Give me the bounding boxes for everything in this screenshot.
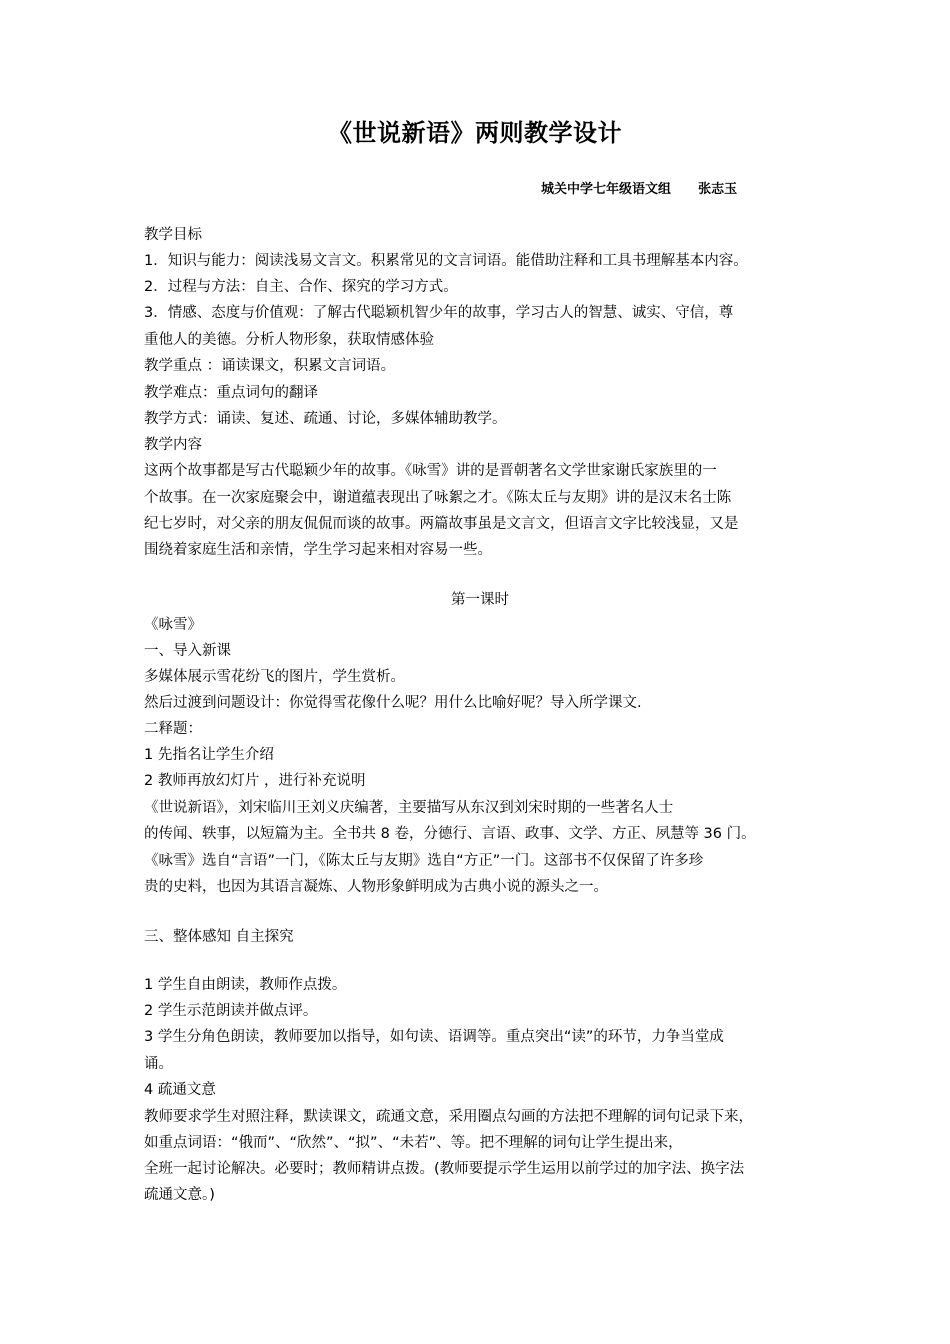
document-title: 《世说新语》两则教学设计 <box>328 119 622 147</box>
content-paragraph-line: 个故事。在一次家庭聚会中，谢道蕴表现出了咏絮之才。《陈太丘与友期》讲的是汉末名士陈 <box>144 490 732 506</box>
body-line: 2 教师再放幻灯片 ，进行补充说明 <box>144 773 366 789</box>
body-line: 如重点词语：“俄而”、“欣然”、“拟”、“未若”、等。把不理解的词句让学生提出来， <box>144 1135 683 1151</box>
content-paragraph-line: 围绕着家庭生活和亲情，学生学习起来相对容易一些。 <box>144 542 492 558</box>
teaching-method: 教学方式：诵读、复述、疏通、讨论，多媒体辅助教学。 <box>144 411 507 427</box>
objective-3-cont: 重他人的美德。分析人物形象，获取情感体验 <box>144 332 434 348</box>
step-heading: 三、整体感知 自主探究 <box>144 929 294 945</box>
intro-paragraph-line: 贵的史料，也因为其语言凝炼、人物形象鲜明成为古典小说的源头之一。 <box>144 879 608 895</box>
section-heading-objectives: 教学目标 <box>144 227 202 243</box>
objective-2: 2．过程与方法：自主、合作、探究的学习方式。 <box>144 279 458 295</box>
body-line: 多媒体展示雪花纷飞的图片，学生赏析。 <box>144 669 405 685</box>
objective-1: 1．知识与能力：阅读浅易文言文。积累常见的文言词语。能借助注释和工具书理解基本内容。 <box>144 253 748 269</box>
step-heading: 4 疏通文意 <box>144 1082 216 1098</box>
body-line: 全班一起讨论解决。必要时；教师精讲点拨。(教师要提示学生运用以前学过的加字法、换字法 <box>144 1161 745 1177</box>
intro-paragraph-line: 《世说新语》，刘宋临川王刘义庆编著，主要描写从东汉到刘宋时期的一些著名人士 <box>144 800 674 816</box>
body-line: 教师要求学生对照注释，默读课文，疏通文意，采用圈点勾画的方法把不理解的词句记录下来， <box>144 1109 753 1125</box>
intro-paragraph-line: 的传闻、轶事，以短篇为主。全书共 8 卷，分德行、言语、政事、文学、方正、夙慧等 36 门。 <box>144 826 756 842</box>
body-line: 疏通文意。) <box>144 1187 215 1203</box>
body-line: 2 学生示范朗读并做点评。 <box>144 1003 318 1019</box>
teaching-difficulty: 教学难点：重点词句的翻译 <box>144 385 318 401</box>
section-heading-content: 教学内容 <box>144 437 202 453</box>
author-line: 城关中学七年级语文组 张志玉 <box>541 182 738 197</box>
content-paragraph-line: 纪七岁时，对父亲的朋友侃侃而谈的故事。两篇故事虽是文言文，但语言文字比较浅显，又是 <box>144 516 739 532</box>
step-heading: 一、导入新课 <box>144 643 231 659</box>
body-line: 1 学生自由朗读，教师作点拨。 <box>144 977 347 993</box>
step-heading: 二释题： <box>144 721 202 737</box>
body-line: 然后过渡到问题设计：你觉得雪花像什么呢？用什么比喻好呢？导入所学课文. <box>144 695 642 711</box>
text-title: 《咏雪》 <box>144 617 202 633</box>
body-line: 1 先指名让学生介绍 <box>144 747 274 763</box>
body-line: 3 学生分角色朗读，教师要加以指导，如句读、语调等。重点突出“读”的环节，力争当堂成 <box>144 1029 724 1045</box>
content-paragraph-line: 这两个故事都是写古代聪颖少年的故事。《咏雪》讲的是晋朝著名文学世家谢氏家族里的一 <box>144 463 717 479</box>
lesson-heading: 第一课时 <box>451 592 509 608</box>
intro-paragraph-line: 《咏雪》选自“言语”一门，《陈太丘与友期》选自“方正”一门。这部书不仅保留了许多珍 <box>144 853 704 869</box>
objective-3: 3．情感、态度与价值观：了解古代聪颖机智少年的故事，学习古人的智慧、诚实、守信，尊 <box>144 305 734 321</box>
body-line: 诵。 <box>144 1056 173 1072</box>
teaching-focus: 教学重点 ：诵读课文，积累文言词语。 <box>144 358 396 374</box>
